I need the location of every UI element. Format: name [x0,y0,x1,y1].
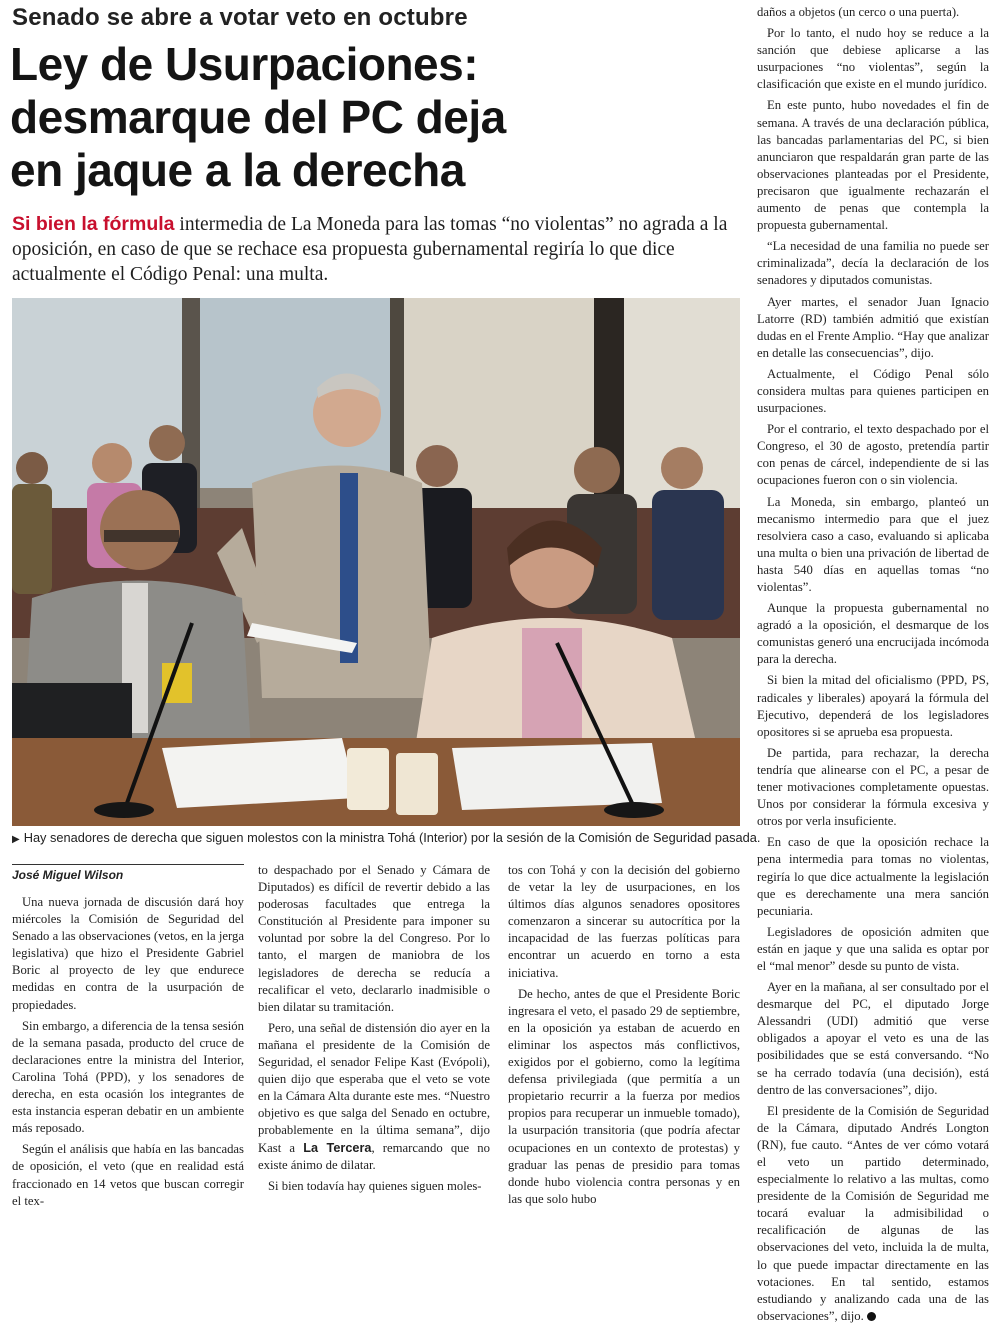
headline-line: en jaque a la derecha [10,144,465,196]
column-3 [508,862,740,1212]
paragraph: Ayer martes, el senador Juan Ignacio Latorre (RD) también admitió que existían dudas en el Frente Amplio. “Hay que analizar en detalle las consecuencias”, dijo. [757,294,989,360]
paragraph [757,1103,989,1325]
paragraph: Legisladores de oposición admiten que están en jaque y que una salida es optar por el “mal menor” desde su punto de vista. [757,924,989,973]
paragraph: Por lo tanto, el nudo hoy se reduce a la sanción que debiese aplicarse a las usurpaciones “no violentas”, según la clasificación que existe en el mundo jurídico. [757,26,989,92]
end-of-article-icon [867,1312,876,1321]
lead-highlight: Si bien la fórmula [12,213,175,235]
paragraph: “La necesidad de una familia no puede ser criminalizada”, decía la declaración de los senadores y diputados comunistas. [757,239,989,288]
article-photo [12,298,740,826]
paragraph: Por el contrario, el texto despachado por el Congreso, el 30 de agosto, pretendía partir con penas de cárcel, independiente de si las ocupaciones fueron con o sin violencia. [757,422,989,488]
outlet-name: La Tercera [303,1140,372,1155]
headline-line: desmarque del PC deja [10,91,506,143]
paragraph: Aunque la propuesta gubernamental no agradó a la oposición, el desmarque de los comunistas generó una encrucijada incómoda para la derecha. [757,601,989,667]
article-kicker: Senado se abre a votar veto en octubre [12,4,468,31]
paragraph: Sin embargo, a diferencia de la tensa sesión de la semana pasada, producto del cruce de declaraciones entre la ministra del Interior, Carolina Tohá (PPD), y los senadores de derecha, en esta ocasión los integrantes de esta instancia esperan debatir en un ambiente más reposado. [12,1018,244,1136]
paragraph: Actualmente, el Código Penal sólo considera multas para quienes participen en usurpaciones. [757,366,989,416]
paragraph: En este punto, hubo novedades el fin de semana. A través de una declaración pública, las bancadas parlamentarias del PC, si bien anunciaron que respaldarán gran parte de las observaciones planteadas por el Presidente, precisaron que igualmente rechazarán el aumento de penas que contempla la propuesta gubernamental. [757,98,989,233]
paragraph: Según el análisis que había en las bancadas de oposición, el veto (que en realidad está fraccionado en 14 vetos que buscan corregir el tex- [12,1142,244,1208]
paragraph: to despachado por el Senado y Cámara de Diputados) es difícil de revertir debido a las poderosas facultades que entrega la Constitución al Presidente para imponer su voluntad por sobre la del Congreso. Por lo tanto, el margen de maniobra de los legisladores de derecha se reducía a recalificar el veto, declararlo inadmisible o bien dilatar su tramitación. [258,863,490,1014]
article-headline [10,38,745,197]
caption-text: Hay senadores de derecha que siguen molestos con la ministra Tohá (Interior) por la sesión de la Comisión de Seguridad pasada. [23,830,761,845]
paragraph: Si bien todavía hay quienes siguen moles- [268,1178,482,1193]
article-lead [12,212,742,287]
paragraph: De partida, para rechazar, la derecha tendría que alinearse con el PC, a pesar de tener motivaciones completamente opuestas. Unos por considerar la fórmula excesiva y otros por verla insuficiente. [757,745,989,829]
photo-illustration [12,298,740,826]
paragraph-text: , remarcando que no existe ánimo de dilatar. [258,1140,490,1172]
paragraph: Si bien la mitad del oficialismo (PPD, PS, radicales y liberales) apoyará la fórmula del Ejecutivo, dependerá de los legisladores opositores si se aprueba esa propuesta. [757,673,989,739]
photo-caption [12,830,761,848]
lead-text: intermedia de La Moneda para las tomas “no violentas” no agrada a la oposición, en caso de que se rechace esa propuesta gubernamental regiría lo que dice actualmente el Código Penal: una multa. [12,214,728,285]
caption-marker-icon: ▶ [12,834,20,845]
paragraph: Ayer en la mañana, al ser consultado por el desmarque del PC, el diputado Jorge Alessandri (UDI) admitió que verse obligados a apoyar el veto es una de las posibilidades que se está conversando. “No se ha cerrado todavía (una decisión), está dentro de las conversaciones”, dijo. [757,980,989,1097]
paragraph: Una nueva jornada de discusión dará hoy miércoles la Comisión de Seguridad del Senado a las observaciones (vetos, en la jerga legislativa) que hizo el Presidente Gabriel Boric al proyecto de ley que endurece medidas en contra de la usurpación de propiedades. [12,895,244,1012]
paragraph [258,1020,490,1174]
paragraph-text: El presidente de la Comisión de Seguridad de la Cámara, diputado Andrés Longton (RN), fue cauto. “Antes de ver cómo votará el veto un partido determinado, especialmente lo relativo a las multas, como presidente de la Comisión de Seguridad me tocará evaluar la admisibilidad o recalificación de algunas de las observaciones del veto, incluida la de multa, lo que puede impactar directamente en las votaciones. En tal sentido, estamos estudiando y analizando cada una de las observaciones”, dijo. [757,1103,989,1323]
headline-line: Ley de Usurpaciones: [10,38,479,90]
paragraph: La Moneda, sin embargo, planteó un mecanismo intermedio para que el juez resolviera caso a caso, evaluando si aplicaba una multa o bien una privación de libertad de hasta 540 días en aquellas tomas “no violentas”. [757,494,989,594]
paragraph: tos con Tohá y con la decisión del gobierno de vetar la ley de usurpaciones, en los últimos días algunos senadores opositores comenzaron a sincerar su autocrítica por la incapacidad de las fuerzas políticas para encontrar un acuerdo en torno a esta iniciativa. [508,863,740,980]
column-4 [757,4,989,1329]
column-2 [258,862,490,1199]
paragraph: daños a objetos (un cerco o una puerta). [757,5,960,19]
paragraph-text: Pero, una señal de distensión dio ayer en la mañana el presidente de la Comisión de Seguridad, el senador Felipe Kast (Evópoli), quien dijo que esperaba que el veto se vote en la Cámara Alta durante este mes. “Nuestro objetivo es que salga del Senado en octubre, probablemente en la última semana”, dijo Kast a [258,1020,490,1155]
paragraph: En caso de que la oposición rechace la pena intermedia para tomas no violentas, regiría lo que dice actualmente la legislación que es derechamente una mera sanción pecuniaria. [757,835,989,918]
byline: José Miguel Wilson [12,864,244,882]
column-1 [12,894,244,1214]
paragraph: De hecho, antes de que el Presidente Boric ingresara el veto, el pasado 29 de septiembre, en la oposición ya estaban de acuerdo en eliminar los aspectos más conflictivos, exigidos por el gobierno, como la legítima defensa privilegiada (que permitía a un propietario recurrir a la fuerza por medios propios para recuperar un inmueble tomado), la usurpación transitoria (que podría afectar ocupaciones en un contexto de protestas) y graduar las penas de presidio para tomas donde hubo violencia contra personas y en las que solo hubo [508,986,740,1206]
